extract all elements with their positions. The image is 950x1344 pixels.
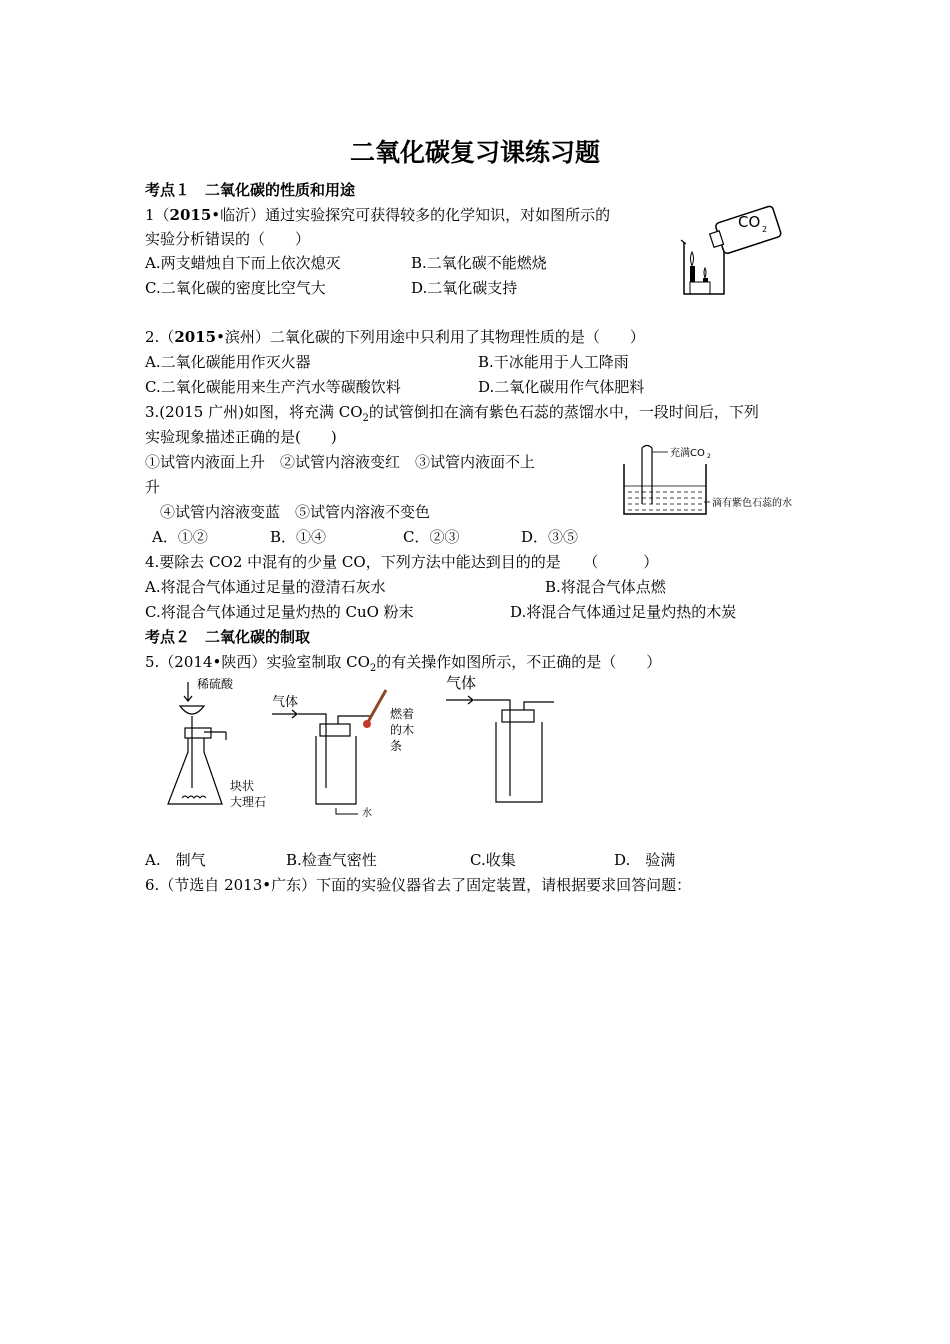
q5-figure-b-water: 水 bbox=[362, 808, 372, 819]
q1-option-b: B.二氧化碳不能燃烧 bbox=[411, 254, 547, 272]
q5-figure-c bbox=[363, 690, 414, 753]
q5-figure-d-gas: 气体 bbox=[446, 674, 477, 692]
q1-figure-label: CO bbox=[738, 213, 761, 231]
q1-option-a: A.两支蜡烛自下而上依次熄灭 bbox=[145, 254, 341, 272]
section-heading-2: 考点２ 二氧化碳的制取 bbox=[145, 628, 311, 646]
q3-stem-line-1: 3.(2015 广州)如图，将充满 $CO_2$的试管倒扣在滴有紫色石蕊的蒸馏水中，一段时间后，下列 bbox=[145, 403, 759, 424]
q5-figure-b-gas: 气体 bbox=[272, 695, 299, 710]
q1-option-c: C.二氧化碳的密度比空气大 bbox=[145, 279, 326, 297]
q5-figure-a-acid: 稀硫酸 bbox=[197, 677, 234, 691]
q3-figure-bottom-label: 滴有紫色石蕊的水 bbox=[712, 498, 792, 509]
q4-option-a: A.将混合气体通过足量的澄清石灰水 bbox=[145, 578, 386, 596]
q3-statements-line-2: ④试管内溶液变蓝 ⑤试管内溶液不变色 bbox=[160, 503, 431, 521]
q5-option-d: D. 验满 bbox=[614, 851, 676, 869]
q4-option-c: C.将混合气体通过足量灼热的 CuO 粉末 bbox=[145, 603, 414, 621]
q3-stem-line-2: 实验现象描述正确的是( ) bbox=[145, 428, 337, 446]
q3-option-c: C．②③ bbox=[403, 528, 460, 546]
q3-figure-top-label-sub: 2 bbox=[707, 453, 711, 460]
q1-figure-co2-candles bbox=[676, 198, 788, 300]
q5-figure-a-block: 块状 bbox=[230, 779, 255, 793]
page-title: 二氧化碳复习课练习题 bbox=[349, 138, 600, 167]
section-heading-1: 考点１ 二氧化碳的性质和用途 bbox=[145, 181, 356, 199]
q5-figure-apparatus bbox=[160, 670, 560, 820]
q3-option-b: B．①④ bbox=[270, 528, 327, 546]
q1-stem-line-2: 实验分析错误的（ ） bbox=[145, 230, 311, 248]
q1-option-d: D.二氧化碳支持 bbox=[411, 279, 518, 297]
q2-stem: 2.（2015•滨州）二氧化碳的下列用途中只利用了其物理性质的是（ ） bbox=[145, 328, 645, 346]
q5-figure-c-3: 条 bbox=[390, 739, 403, 753]
q3-figure-test-tube bbox=[618, 444, 800, 518]
q5-figure-a-marble: 大理石 bbox=[230, 795, 267, 809]
q3-option-a: A．①② bbox=[152, 528, 208, 546]
q5-figure-c-1: 燃着 bbox=[390, 707, 415, 721]
q2-option-c: C.二氧化碳能用来生产汽水等碳酸饮料 bbox=[145, 378, 401, 396]
q3-statements-line-1b: 升 bbox=[145, 478, 161, 496]
q5-option-c: C.收集 bbox=[470, 851, 516, 869]
q5-figure-a bbox=[168, 676, 266, 809]
q2-option-a: A.二氧化碳能用作灭火器 bbox=[145, 353, 311, 371]
q5-figure-c-2: 的木 bbox=[390, 723, 415, 737]
q5-stem: 5.（2014•陕西）实验室制取 $CO_2$的有关操作如图所示，不正确的是（ ） bbox=[145, 653, 662, 674]
q3-figure-top-label: 充满CO bbox=[670, 448, 705, 459]
q2-option-d: D.二氧化碳用作气体肥料 bbox=[478, 378, 645, 396]
q4-stem: 4.要除去 CO2 中混有的少量 CO，下列方法中能达到目的的是 （ ） bbox=[145, 553, 659, 571]
q4-option-b: B.将混合气体点燃 bbox=[545, 578, 666, 596]
q3-option-d: D．③⑤ bbox=[521, 528, 579, 546]
q5-figure-d bbox=[446, 674, 554, 802]
q3-statements-line-1: ①试管内液面上升 ②试管内溶液变红 ③试管内液面不上 bbox=[145, 453, 536, 471]
q5-option-a: A. 制气 bbox=[145, 851, 206, 869]
q5-option-b: B.检查气密性 bbox=[286, 851, 377, 869]
q5-figure-b bbox=[272, 694, 372, 819]
q6-stem: 6.（节选自 2013•广东）下面的实验仪器省去了固定装置，请根据要求回答问题： bbox=[145, 876, 692, 894]
q2-option-b: B.干冰能用于人工降雨 bbox=[478, 353, 629, 371]
q1-stem-line-1: 1（2015•临沂）通过实验探究可获得较多的化学知识，对如图所示的 bbox=[145, 206, 611, 224]
q4-option-d: D.将混合气体通过足量灼热的木炭 bbox=[510, 603, 737, 621]
q1-figure-label-sub: 2 bbox=[762, 225, 768, 234]
